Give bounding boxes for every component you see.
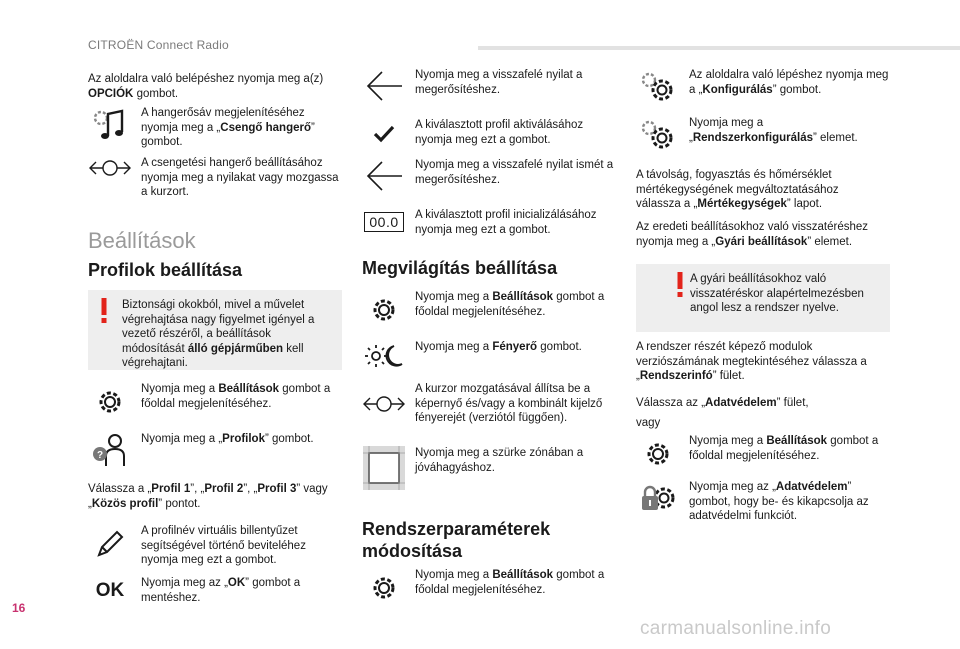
gear-icon xyxy=(88,382,132,428)
intro-paragraph: Az aloldalra való belépéshez nyomja meg a(z) OPCIÓK gombot. xyxy=(88,73,324,100)
page-number: 16 xyxy=(12,601,26,615)
units-paragraph: A távolság, fogyasztás és hőmérséklet mértékegységének megváltoztatásához válassza a „Mértékegységek” lapot. xyxy=(636,169,839,210)
factory-reset-paragraph: Az eredeti beállításokhoz való visszatéréshez nyomja meg a „Gyári beállítások” elemet. xyxy=(636,221,869,248)
header-rule xyxy=(478,46,960,50)
or-text: vagy xyxy=(636,417,661,429)
grey-zone-icon xyxy=(362,446,406,492)
section-heading-settings: Beállítások xyxy=(88,228,196,253)
version-info-paragraph: A rendszer részét képező modulok verziószámának megtekintéséhez válassza a „Rendszerinfó” fület. xyxy=(636,341,867,382)
svg-text:?: ? xyxy=(96,450,104,461)
section-heading-system-line1: Rendszerparaméterek xyxy=(362,519,551,539)
reset-counter-icon: 00.0 xyxy=(362,208,406,252)
factory-warning-box: A gyári beállításokhoz való visszatéréskor alapértelmezésben angol lesz a rendszer nyelve. xyxy=(636,264,890,332)
ok-icon: OK xyxy=(95,580,125,601)
document-header-title: CITROËN Connect Radio xyxy=(88,38,229,52)
gear-icon xyxy=(636,434,680,480)
slider-arrows-icon xyxy=(362,382,406,432)
gear-config-icon xyxy=(636,116,680,156)
profile-question-icon xyxy=(88,432,132,472)
gear-config-icon xyxy=(636,68,680,108)
sun-moon-icon xyxy=(362,340,406,382)
section-heading-profiles: Profilok beállítása xyxy=(88,260,243,280)
gear-icon xyxy=(362,568,406,614)
section-heading-system-line2: módosítása xyxy=(362,541,463,561)
pencil-icon xyxy=(88,524,132,568)
gear-icon xyxy=(362,290,406,336)
back-arrow-icon xyxy=(362,68,406,108)
back-arrow-icon xyxy=(362,158,406,198)
warning-exclamation-icon xyxy=(100,298,108,324)
profile-choice-paragraph: Válassza a „Profil 1”, „Profil 2”, „Profil 3” vagy „Közös profil” pontot. xyxy=(88,483,328,510)
section-heading-lighting: Megvilágítás beállítása xyxy=(362,258,558,278)
section-heading-system xyxy=(362,518,550,562)
slider-arrows-icon xyxy=(88,156,132,196)
watermark-text: carmanualsonline.info xyxy=(640,618,832,639)
lock-gear-icon xyxy=(636,480,680,520)
warning-exclamation-icon xyxy=(676,272,684,298)
gear-music-icon xyxy=(88,106,132,146)
data-protection-tab-paragraph: Válassza az „Adatvédelem” fület, xyxy=(636,397,809,409)
safety-warning-box: Biztonsági okokból, mivel a művelet végrehajtása nagy figyelmet igényel a vezető részéről, a beállítások módosítását álló gépjárműben kell végrehajtani. xyxy=(88,290,342,370)
